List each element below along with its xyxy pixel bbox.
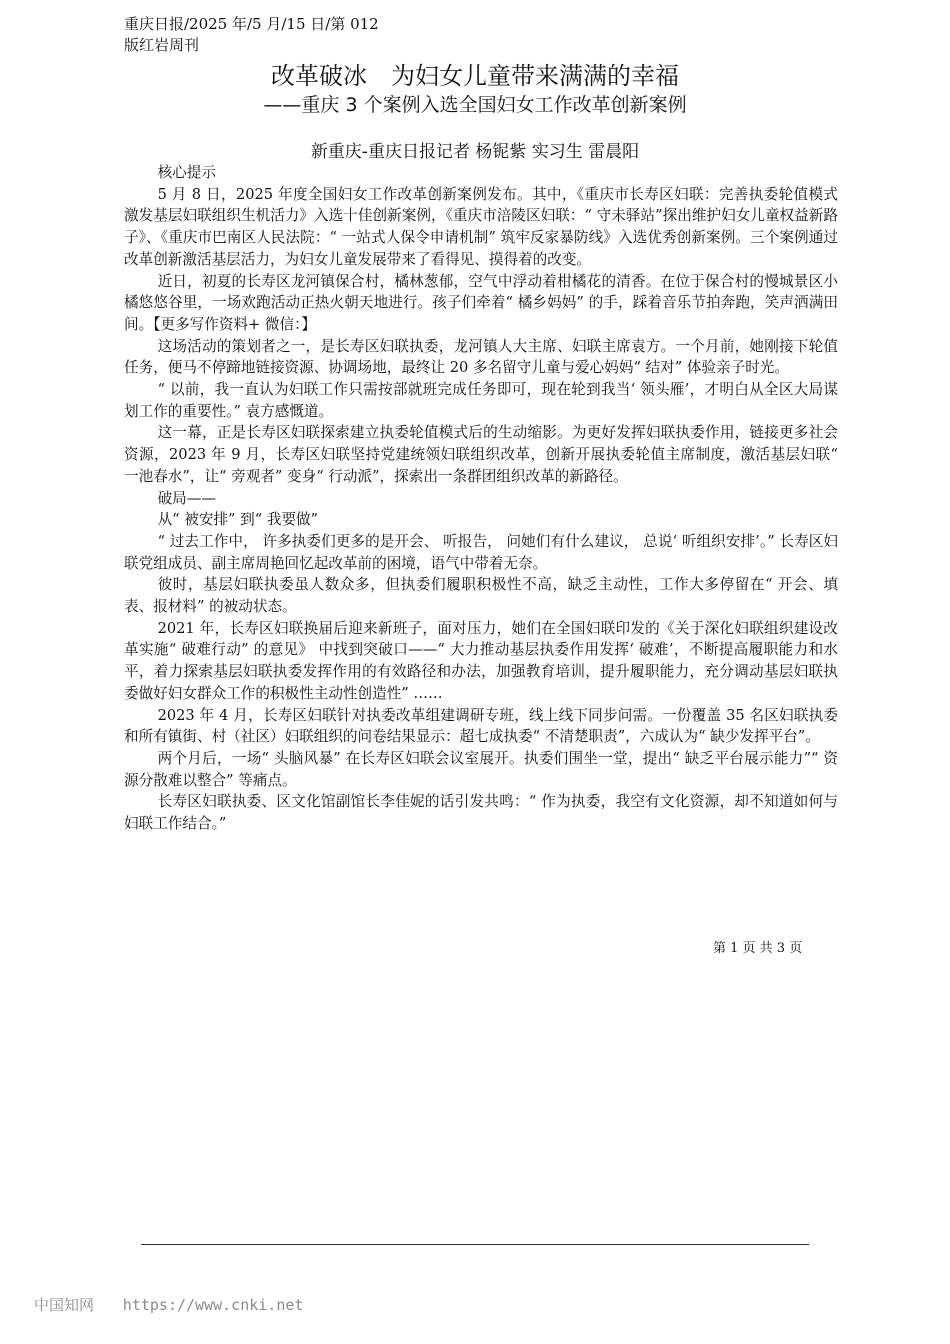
footer-divider (141, 1244, 809, 1245)
paragraph: 这一幕，正是长寿区妇联探索建立执委轮值模式后的生动缩影。为更好发挥妇联执委作用，链接更多社会资源，2023 年 9 月，长寿区妇联坚持党建统领妇联组织改革，创新开展执委轮值主席制度，激活基层妇联“ 一池春水”，让“ 旁观者” 变身“ 行动派”，探索出一条群团组织改革的新路径。 (124, 424, 838, 485)
footer-site-name: 中国知网 (34, 1296, 95, 1314)
paragraph: “ 过去工作中， 许多执委们更多的是开会、 听报告， 问她们有什么建议， 总说‘ 听组织安排’。” 长寿区妇联党组成员、副主席周艳回忆起改革前的困境，语气中带着无奈。 (124, 532, 838, 572)
article-byline: 新重庆-重庆日报记者 杨铌紫 实习生 雷晨阳 (310, 142, 640, 162)
article-subtitle: ——重庆 3 个案例入选全国妇女工作改革创新案例 (263, 94, 687, 116)
article-title: 改革破冰 为妇女儿童带来满满的幸福 (271, 62, 679, 90)
paragraph: 5 月 8 日，2025 年度全国妇女工作改革创新案例发布。其中，《重庆市长寿区妇联：完善执委轮值模式 激发基层妇联组织生机活力》入选十佳创新案例，《重庆市涪陵区妇联：“ 守未驿站”探出维护妇女儿童权益新路子》、《重庆市巴南区人民法院：“ 一站式人保令申请机制” 筑牢反家暴防线》入选优秀创新案例。三个案例通过改革创新激活基层活力，为妇女儿童发展带来了看得见、摸得着的改变。 (124, 185, 838, 268)
paragraph: 两个月后，一场“ 头脑风暴” 在长寿区妇联会议室展开。执委们围坐一堂，提出“ 缺乏平台展示能力”“ 资源分散难以整合” 等痛点。 (124, 749, 838, 789)
page-number: 第 1 页 共 3 页 (713, 941, 803, 956)
source-line (124, 14, 379, 56)
article-body (124, 162, 838, 835)
paragraph: 这场活动的策划者之一，是长寿区妇联执委，龙河镇人大主席、妇联主席袁方。一个月前，她刚接下轮值任务，便马不停蹄地链接资源、协调场地，最终让 20 多名留守儿童与爱心妈妈“ 结对” 体验亲子时光。 (124, 337, 838, 377)
footer (34, 1294, 303, 1316)
paragraph: 2023 年 4 月，长寿区妇联针对执委改革组建调研专班，线上线下同步问需。一份覆盖 35 名区妇联执委和所有镇街、村（社区）妇联组织的问卷结果显示：超七成执委“ 不清楚职责”，六成认为“ 缺少发挥平台”。 (124, 706, 838, 746)
source-section: 版红岩周刊 (124, 36, 200, 54)
section-subheading: 从“ 被安排” 到“ 我要做” (157, 511, 319, 529)
paragraph: 2021 年，长寿区妇联换届后迎来新班子，面对压力，她们在全国妇联印发的《关于深化妇联组织建设改革实施“ 破难行动” 的意见》 中找到突破口——“ 大力推动基层执委作用发挥‘ 破难’，不断提高履职能力和水平，着力探索基层妇联执委发挥作用的有效路径和办法，加强教育培训，提升履职能力，充分调动基层妇联执委做好妇女群众工作的积极性主动性创造性” …… (124, 619, 838, 702)
paragraph: 近日，初夏的长寿区龙河镇保合村，橘林葱郁，空气中浮动着柑橘花的清香。在位于保合村的慢城景区小橘悠悠谷里，一场欢跑活动正热火朝天地进行。孩子们牵着“ 橘乡妈妈” 的手，踩着音乐节拍奔跑，笑声洒满田间。【更多写作资料+ 微信：】 (124, 272, 838, 333)
paragraph: 长寿区妇联执委、区文化馆副馆长李佳妮的话引发共鸣：“ 作为执委，我空有文化资源，却不知道如何与妇联工作结合。” (124, 793, 838, 833)
section-heading: 破局—— (157, 489, 216, 507)
paragraph: “ 以前，我一直认为妇联工作只需按部就班完成任务即可，现在轮到我当‘ 领头雁’，才明白从全区大局谋划工作的重要性。” 袁方感慨道。 (124, 381, 838, 420)
paragraph-lead-label: 核心提示 (157, 164, 216, 181)
footer-url[interactable]: https://www.cnki.net (122, 1296, 304, 1314)
source-publication: 重庆日报/2025 年/5 月/15 日/第 012 (124, 15, 379, 33)
paragraph: 彼时，基层妇联执委虽人数众多，但执委们履职积极性不高，缺乏主动性，工作大多停留在“ 开会、填表、报材料” 的被动状态。 (124, 576, 838, 616)
